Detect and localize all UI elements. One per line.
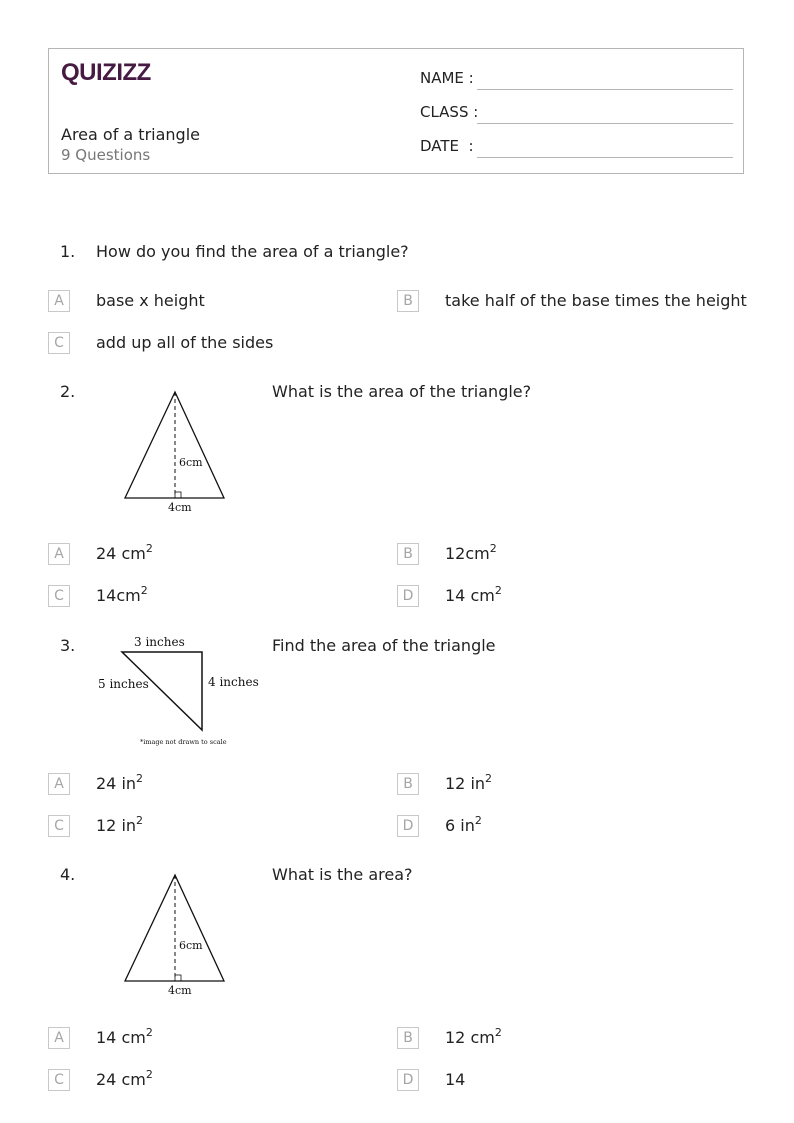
question-number: 3. <box>60 636 76 655</box>
isosceles-triangle-figure <box>118 869 232 1001</box>
option-letter[interactable]: A <box>48 1027 70 1049</box>
option-text: 6 $in^2$ <box>445 814 482 835</box>
name-line[interactable] <box>477 89 733 90</box>
triangle-outline <box>122 652 202 730</box>
option-text: add up all of the sides <box>96 333 274 352</box>
class-label: CLASS : <box>420 103 479 121</box>
option-text: 12 $in^2$ <box>445 772 493 793</box>
option-letter[interactable]: B <box>397 543 419 565</box>
top-side-label: 3 inches <box>134 635 185 649</box>
option-letter[interactable]: A <box>48 773 70 795</box>
option-text: 14 <box>445 1070 466 1089</box>
base-label: 4cm <box>168 501 192 514</box>
option-text: take half of the base times the height <box>445 291 747 310</box>
question-number: 2. <box>60 382 76 401</box>
option-letter[interactable]: C <box>48 1069 70 1091</box>
option-letter[interactable]: C <box>48 585 70 607</box>
option-text: $14cm^2$ <box>96 584 148 605</box>
question-text: What is the area of the triangle? <box>272 382 532 401</box>
option-text: 12 $in^2$ <box>96 814 144 835</box>
option-letter[interactable]: A <box>48 543 70 565</box>
base-label: 4cm <box>168 984 192 997</box>
date-label: DATE : <box>420 137 474 155</box>
height-label: 6cm <box>179 939 203 952</box>
question-text: How do you find the area of a triangle? <box>96 242 409 261</box>
class-line[interactable] <box>477 123 733 124</box>
option-letter[interactable]: D <box>397 585 419 607</box>
option-letter[interactable]: C <box>48 815 70 837</box>
option-letter[interactable]: A <box>48 290 70 312</box>
isosceles-triangle-figure <box>118 386 232 518</box>
right-angle-mark <box>175 492 181 498</box>
scale-note: *image not drawn to scale <box>140 738 227 746</box>
date-line[interactable] <box>477 157 733 158</box>
height-label: 6cm <box>179 456 203 469</box>
option-letter[interactable]: D <box>397 1069 419 1091</box>
worksheet-header <box>48 48 744 174</box>
option-letter[interactable]: B <box>397 1027 419 1049</box>
option-text: 14 $cm^2$ <box>96 1026 153 1047</box>
option-letter[interactable]: C <box>48 332 70 354</box>
option-text: 24 $cm^2$ <box>96 542 153 563</box>
option-text: 24 $in^2$ <box>96 772 144 793</box>
question-text: Find the area of the triangle <box>272 636 496 655</box>
vertical-side-label: 4 inches <box>208 675 259 689</box>
option-letter[interactable]: D <box>397 815 419 837</box>
question-count: 9 Questions <box>61 146 151 164</box>
option-text: 14 $cm^2$ <box>445 584 502 605</box>
question-text: What is the area? <box>272 865 413 884</box>
option-letter[interactable]: B <box>397 290 419 312</box>
name-label: NAME : <box>420 69 474 87</box>
hypotenuse-label: 5 inches <box>98 677 149 691</box>
option-text: 24 $cm^2$ <box>96 1068 153 1089</box>
option-text: 12 $cm^2$ <box>445 1026 502 1047</box>
question-number: 4. <box>60 865 76 884</box>
right-angle-mark <box>175 975 181 981</box>
quizizz-logo: QUIZIZZ <box>61 59 151 86</box>
right-triangle-figure <box>94 632 264 750</box>
option-text: base x height <box>96 291 205 310</box>
question-number: 1. <box>60 242 76 261</box>
worksheet-title: Area of a triangle <box>61 125 200 144</box>
option-text: $12cm^2$ <box>445 542 497 563</box>
option-letter[interactable]: B <box>397 773 419 795</box>
